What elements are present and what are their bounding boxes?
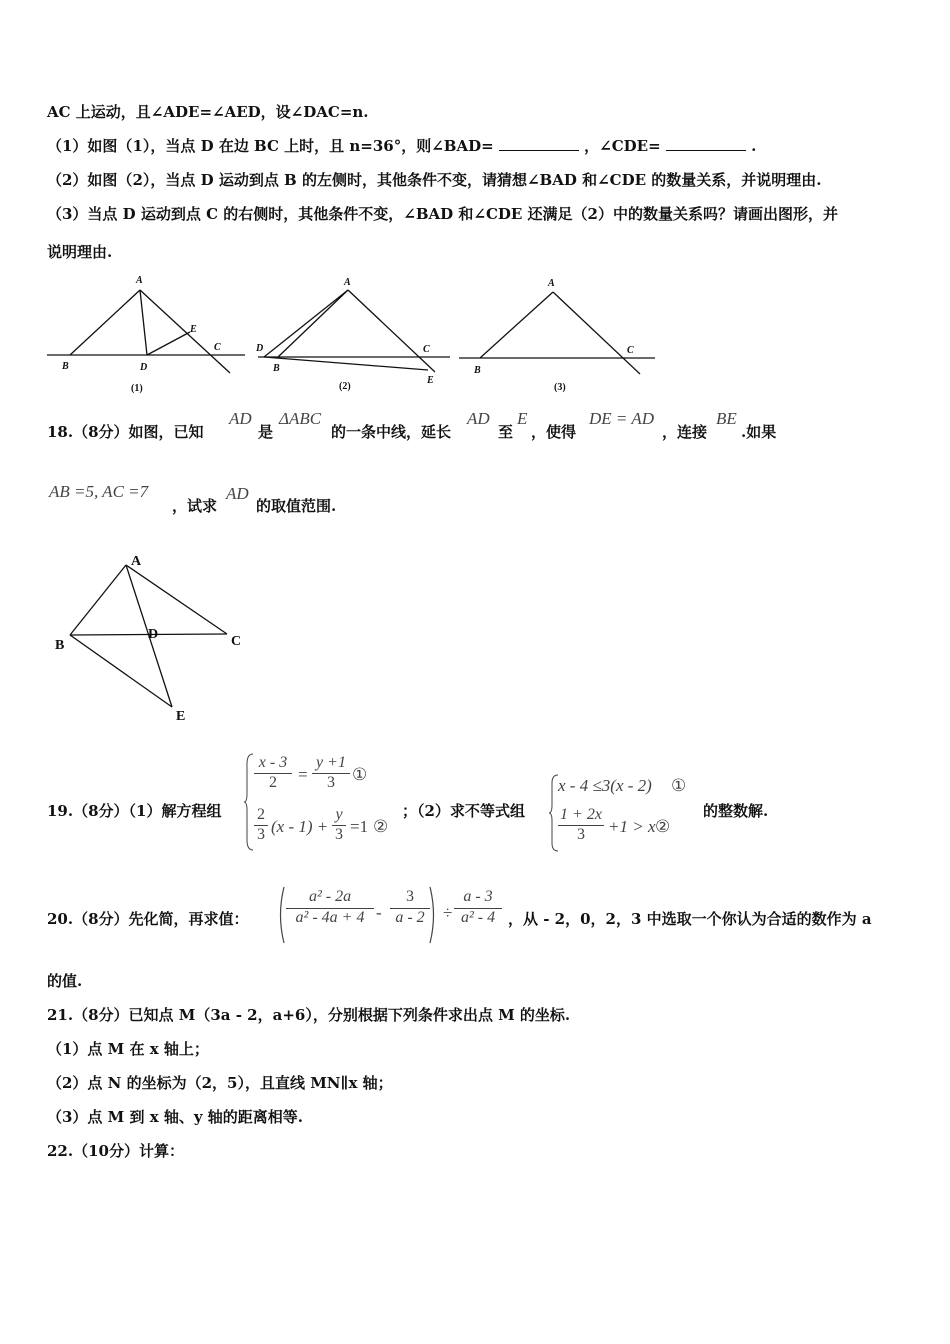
fig2-label-b: B [273,363,280,374]
p20-line2: 的值. [47,972,83,990]
p17-blank-cde [666,136,746,151]
p19-eq1-num-l: x - 3 [258,754,288,771]
p19-eq1-left-frac [254,754,292,792]
p18-be [70,635,172,707]
fig2-de [264,357,428,370]
p21-c2: （2）点 N 的坐标为（2，5），且直线 MN∥x 轴； [47,1074,393,1092]
p18-to: 至 [498,423,514,441]
p18-num: 18.（8分）如图，已知 [47,423,204,441]
p18-label-b: B [55,638,65,653]
fig2-ac [348,290,435,372]
p19-system-brace [244,752,254,852]
fig1-ad [140,290,147,355]
p17-blank-bad [499,136,579,151]
p18-ask: ，试求 [172,497,218,515]
p18-math-given: AB =5, AC =7 [49,482,149,501]
p18-math-triangle: ΔABC [279,409,322,428]
p17-line0: AC 上运动，且∠ADE=∠AED，设∠DAC=n. [47,103,369,121]
p20-div: ÷ [443,903,453,922]
p19-eq1-num-r: y +1 [316,754,346,771]
p19-in2-den: 3 [558,825,604,844]
p18-math-e: E [517,409,528,428]
p17-q3-line2: 说明理由. [47,243,113,261]
p17-q1-text-c: . [751,137,757,155]
p20-f3-num: a - 3 [463,888,493,905]
fig2-label-e: E [427,375,434,386]
p19-num: 19.（8分）（1）解方程组 [47,802,222,820]
fig3-ab [480,292,553,358]
fig1-label-d: D [140,362,148,373]
p19-in2-frac [558,806,604,844]
fig1-label-a: A [136,275,143,286]
p19-eq2-den2: 3 [332,825,346,844]
p17-q1-text-a: （1）如图（1），当点 D 在边 BC 上时，且 n=36°，则∠BAD= [47,137,494,155]
p19-eq2-den: 3 [254,825,268,844]
fig2-ad [264,290,348,357]
p19-eq1-right-frac [312,754,350,792]
p19-eq1-den-l: 2 [254,773,292,792]
p18-connect: ，连接 [662,423,708,441]
p20-f2-den: a - 2 [390,908,430,927]
p19-in2-tail: +1 > x [608,817,656,836]
fig3-label-a: A [548,278,555,289]
p20-frac2 [390,888,430,927]
fig1-label-b: B [62,361,69,372]
p19-eq2-frac1 [254,806,268,844]
fig1-ab [70,290,140,355]
p18-label-c: C [231,634,242,649]
p19-in2-num: 1 + 2x [560,806,602,823]
p18-median: 的一条中线，延长 [331,423,452,441]
p20-num: 20.（8分）先化简，再求值： [47,910,249,928]
p19-sep: ；（2）求不等式组 [402,802,525,820]
p20-minus: - [376,903,382,922]
p17-q1-text-b: ，∠CDE= [584,137,661,155]
p19-in1-mark: ① [671,776,687,795]
p20-frac3 [454,888,502,927]
p20-f2-num: 3 [406,888,414,905]
p18-range: 的取值范围. [256,497,337,515]
p21-c1: （1）点 M 在 x 轴上； [47,1040,209,1058]
p21-head: 21.（8分）已知点 M（3a - 2，a+6），分别根据下列条件求出点 M 的坐标. [47,1006,571,1024]
p19-eq2-num2: y [335,806,343,823]
p19-in1: x - 4 ≤3(x - 2) [558,776,652,795]
fig1-caption: (1) [131,383,143,394]
p18-so: ，使得 [531,423,577,441]
p18-math-be: BE [716,409,737,428]
fig2-label-d: D [256,343,264,354]
p18-math-de-eq-ad: DE = AD [589,409,654,428]
p20-f1-den: a² - 4a + 4 [286,908,374,927]
p18-ac [126,565,227,634]
p18-math-ad: AD [229,409,252,428]
p18-label-e: E [176,709,186,724]
p19-eq1-den-r: 3 [312,773,350,792]
fig3-caption: (3) [554,382,566,393]
fig2-caption: (2) [339,381,351,392]
fig1-ac [140,290,230,373]
p18-math-ad2: AD [467,409,490,428]
p19-eq2-mark: ② [373,817,389,836]
p18-figure [40,545,260,735]
fig2-label-a: A [344,277,351,288]
fig2-label-c: C [423,344,430,355]
p17-q2: （2）如图（2），当点 D 运动到点 B 的左侧时，其他条件不变，请猜想∠BAD 和∠CDE 的数量关系，并说明理由. [47,171,822,189]
p19-eq2-frac2 [332,806,346,844]
fig3-ac [553,292,640,374]
p19-eq2-mid: (x - 1) + [271,817,329,836]
fig1-label-e: E [190,324,197,335]
p19-tail: 的整数解. [703,802,769,820]
p20-frac1 [286,888,374,927]
p17-figures [0,270,950,400]
p22-head: 22.（10分）计算： [47,1142,184,1160]
fig1-label-c: C [214,342,221,353]
fig1-de [147,332,190,355]
p18-math-ad3: AD [226,484,249,503]
p21-c3: （3）点 M 到 x 轴、y 轴的距离相等. [47,1108,304,1126]
p18-if: .如果 [741,423,777,441]
fig2-ab [278,290,348,357]
p17-q1 [47,135,756,157]
p19-eq1-mark: ① [352,765,368,784]
p19-eq2-tail: =1 [350,817,369,836]
p18-is: 是 [258,423,274,441]
p19-eq2-num: 2 [257,806,265,823]
p17-q3-line1: （3）当点 D 运动到点 C 的右侧时，其他条件不变，∠BAD 和∠CDE 还满足（2）中的数量关系吗？请画出图形，并 [47,205,838,223]
p19-in2-mark: ② [655,817,671,836]
fig3-label-b: B [474,365,481,376]
p20-tail: ，从 - 2，0，2，3 中选取一个你认为合适的数作为 a [508,910,872,928]
p18-ab [70,565,126,635]
p20-f1-num: a² - 2a [308,888,352,905]
fig3-label-c: C [627,345,634,356]
p20-f3-den: a² - 4 [454,908,502,927]
p18-label-a: A [131,554,142,569]
p19-eq1-eq: = [297,765,309,784]
p18-label-d: D [148,627,159,642]
